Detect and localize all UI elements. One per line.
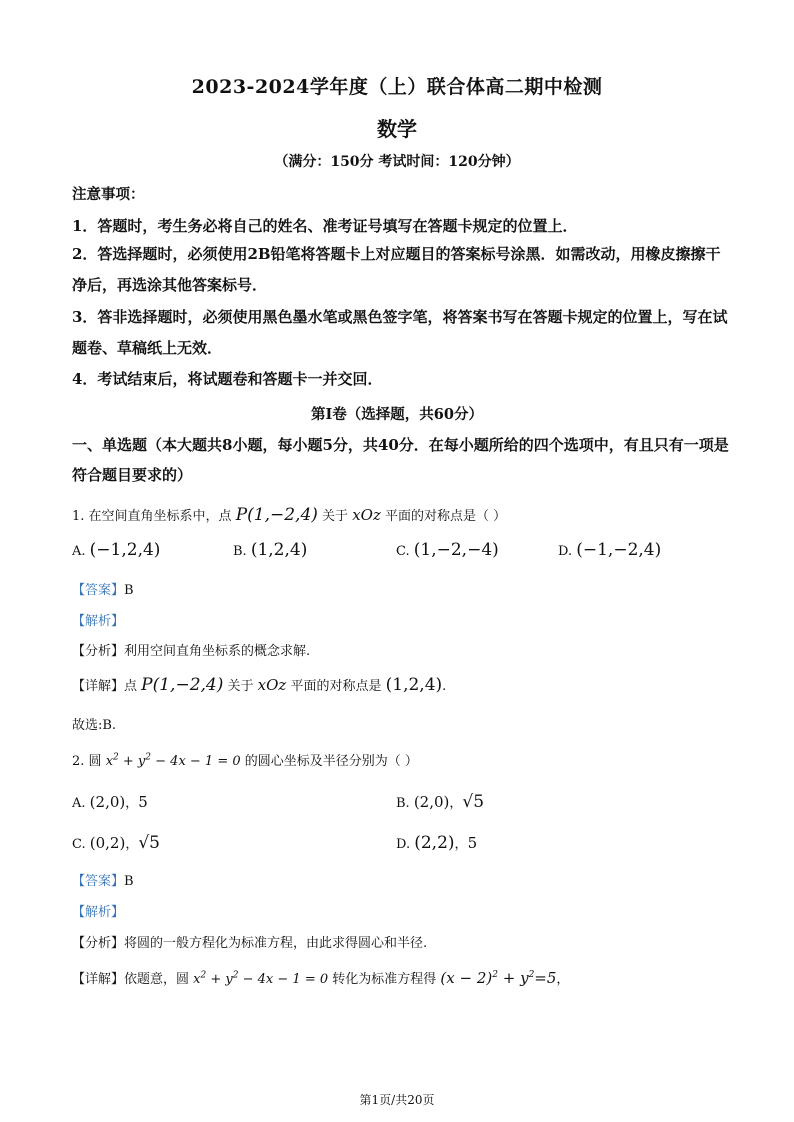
q2-option-b bbox=[396, 792, 484, 812]
notice-item-1: 1．答题时，考生务必将自己的姓名、准考证号填写在答题卡规定的位置上． bbox=[72, 217, 578, 235]
q2-option-c-sep: ， bbox=[125, 837, 139, 852]
q2-standard-equation: $(x - 2)^2 + y^2=5$ bbox=[440, 969, 557, 987]
q1-mid: 关于 bbox=[322, 509, 349, 524]
q2-answer bbox=[72, 870, 134, 889]
exam-meta: （满分：150分 考试时间：120分钟） bbox=[274, 154, 520, 170]
notice-heading: 注意事项： bbox=[72, 186, 145, 203]
q1-detail-plane: xOz bbox=[257, 676, 287, 694]
q1-option-a-value: (−1,2,4) bbox=[89, 540, 161, 560]
q1-option-d bbox=[558, 540, 661, 560]
q2-detail-tag: 【详解】 bbox=[72, 972, 125, 987]
q1-detail-mid2: 平面的对称点是 bbox=[290, 679, 382, 694]
q1-option-b-label: B. bbox=[233, 544, 247, 559]
q2-option-b-label: B. bbox=[396, 796, 410, 811]
notice-item-2: 2．答选择题时，必须使用2B铅笔将答题卡上对应题目的答案标号涂黑．如需改动，用橡皮擦擦干净后，再选涂其他答案标号． bbox=[72, 245, 721, 294]
q1-option-c-value: (1,−2,−4) bbox=[413, 540, 499, 560]
q1-option-a-label: A. bbox=[72, 544, 86, 559]
question-2 bbox=[72, 750, 418, 769]
notice-item-4: 4．考试结束后，将试题卷和答题卡一并交回． bbox=[72, 370, 383, 388]
q1-prefix: 1. 在空间直角坐标系中，点 bbox=[72, 509, 232, 524]
q2-answer-value: B bbox=[124, 874, 134, 889]
q1-answer bbox=[72, 579, 134, 598]
q2-option-b-coord: (2,0) bbox=[413, 793, 450, 811]
q2-analysis bbox=[72, 901, 124, 920]
exam-subject: 数学 bbox=[377, 117, 417, 141]
q1-analysis bbox=[72, 610, 124, 629]
q1-option-b-value: (1,2,4) bbox=[250, 540, 308, 560]
notice-item-3: 3．答非选择题时，必须使用黑色墨水笔或黑色签字笔，将答案书写在答题卡规定的位置上，写在试题卷、草稿纸上无效． bbox=[72, 308, 728, 357]
q2-prefix: 2. 圆 bbox=[72, 754, 102, 769]
q2-option-d-sep: ， bbox=[454, 837, 468, 852]
q1-fenxi bbox=[72, 640, 310, 659]
q1-detail-pre: 点 bbox=[124, 679, 138, 694]
q2-option-a bbox=[72, 792, 148, 811]
part-heading: 一、单选题（本大题共8小题，每小题5分，共40分．在每小题所给的四个选项中，有且只有一项是符合题目要求的） bbox=[72, 436, 729, 484]
q1-option-d-label: D. bbox=[558, 544, 573, 559]
q2-detail-mid: 转化为标准方程得 bbox=[332, 972, 437, 987]
q1-option-d-value: (−1,−2,4) bbox=[576, 540, 662, 560]
q2-detail bbox=[72, 968, 569, 987]
exam-title: 2023-2024学年度（上）联合体高二期中检测 bbox=[191, 76, 603, 98]
q2-answer-tag: 【答案】 bbox=[72, 874, 125, 889]
question-1 bbox=[72, 505, 506, 525]
q1-conclusion: 故选:B. bbox=[72, 718, 117, 733]
q2-detail-end: ， bbox=[556, 972, 570, 987]
q1-fenxi-tag: 【分析】 bbox=[72, 644, 125, 659]
q2-option-a-label: A. bbox=[72, 796, 86, 811]
q2-fenxi-tag: 【分析】 bbox=[72, 936, 125, 951]
q2-fenxi bbox=[72, 932, 427, 951]
q1-point: P(1,−2,4) bbox=[235, 505, 318, 525]
q1-analysis-tag: 【解析】 bbox=[72, 614, 125, 629]
q1-detail-result: (1,2,4) bbox=[385, 675, 443, 695]
q2-option-d-coord: (2,2) bbox=[414, 833, 455, 853]
q2-option-c bbox=[72, 833, 160, 853]
q2-option-d bbox=[396, 833, 477, 853]
q2-option-a-coord: (2,0) bbox=[89, 793, 126, 811]
q1-detail-tag: 【详解】 bbox=[72, 679, 125, 694]
q2-suffix: 的圆心坐标及半径分别为（ ） bbox=[244, 754, 418, 769]
section-heading: 第Ⅰ卷（选择题，共60分） bbox=[311, 406, 483, 423]
q2-option-b-sep: ， bbox=[449, 796, 463, 811]
q1-detail-end: . bbox=[442, 679, 447, 694]
q1-answer-tag: 【答案】 bbox=[72, 583, 125, 598]
q2-option-c-coord: (0,2) bbox=[89, 834, 126, 852]
q2-option-d-label: D. bbox=[396, 837, 411, 852]
q2-analysis-tag: 【解析】 bbox=[72, 905, 125, 920]
q1-plane: xOz bbox=[352, 506, 381, 524]
q1-option-a bbox=[72, 540, 160, 560]
q2-option-c-radius: √5 bbox=[138, 833, 160, 853]
q1-suffix: 平面的对称点是（ ） bbox=[385, 509, 507, 524]
q2-option-b-radius: √5 bbox=[462, 792, 485, 812]
q1-detail bbox=[72, 675, 446, 695]
page-footer: 第1页/共20页 bbox=[359, 1093, 435, 1107]
q1-answer-value: B bbox=[124, 583, 134, 598]
q2-option-d-radius: 5 bbox=[467, 834, 478, 852]
q2-option-a-radius: 5 bbox=[138, 793, 148, 811]
q1-fenxi-text: 利用空间直角坐标系的概念求解. bbox=[124, 644, 311, 659]
q2-option-a-sep: ， bbox=[125, 796, 139, 811]
q2-detail-equation: $x^2 + y^2 - 4x - 1 = 0$ bbox=[193, 970, 329, 987]
q1-option-c-label: C. bbox=[396, 544, 410, 559]
q1-detail-mid: 关于 bbox=[227, 679, 254, 694]
q1-option-b bbox=[233, 540, 307, 560]
q1-detail-point: P(1,−2,4) bbox=[141, 675, 224, 695]
q1-option-c bbox=[396, 540, 499, 560]
q2-detail-pre: 依题意，圆 bbox=[124, 972, 190, 987]
q2-equation: $x^2 + y^2 - 4x - 1 = 0$ bbox=[105, 752, 241, 769]
q2-option-c-label: C. bbox=[72, 837, 86, 852]
q2-fenxi-text: 将圆的一般方程化为标准方程，由此求得圆心和半径. bbox=[124, 936, 428, 951]
